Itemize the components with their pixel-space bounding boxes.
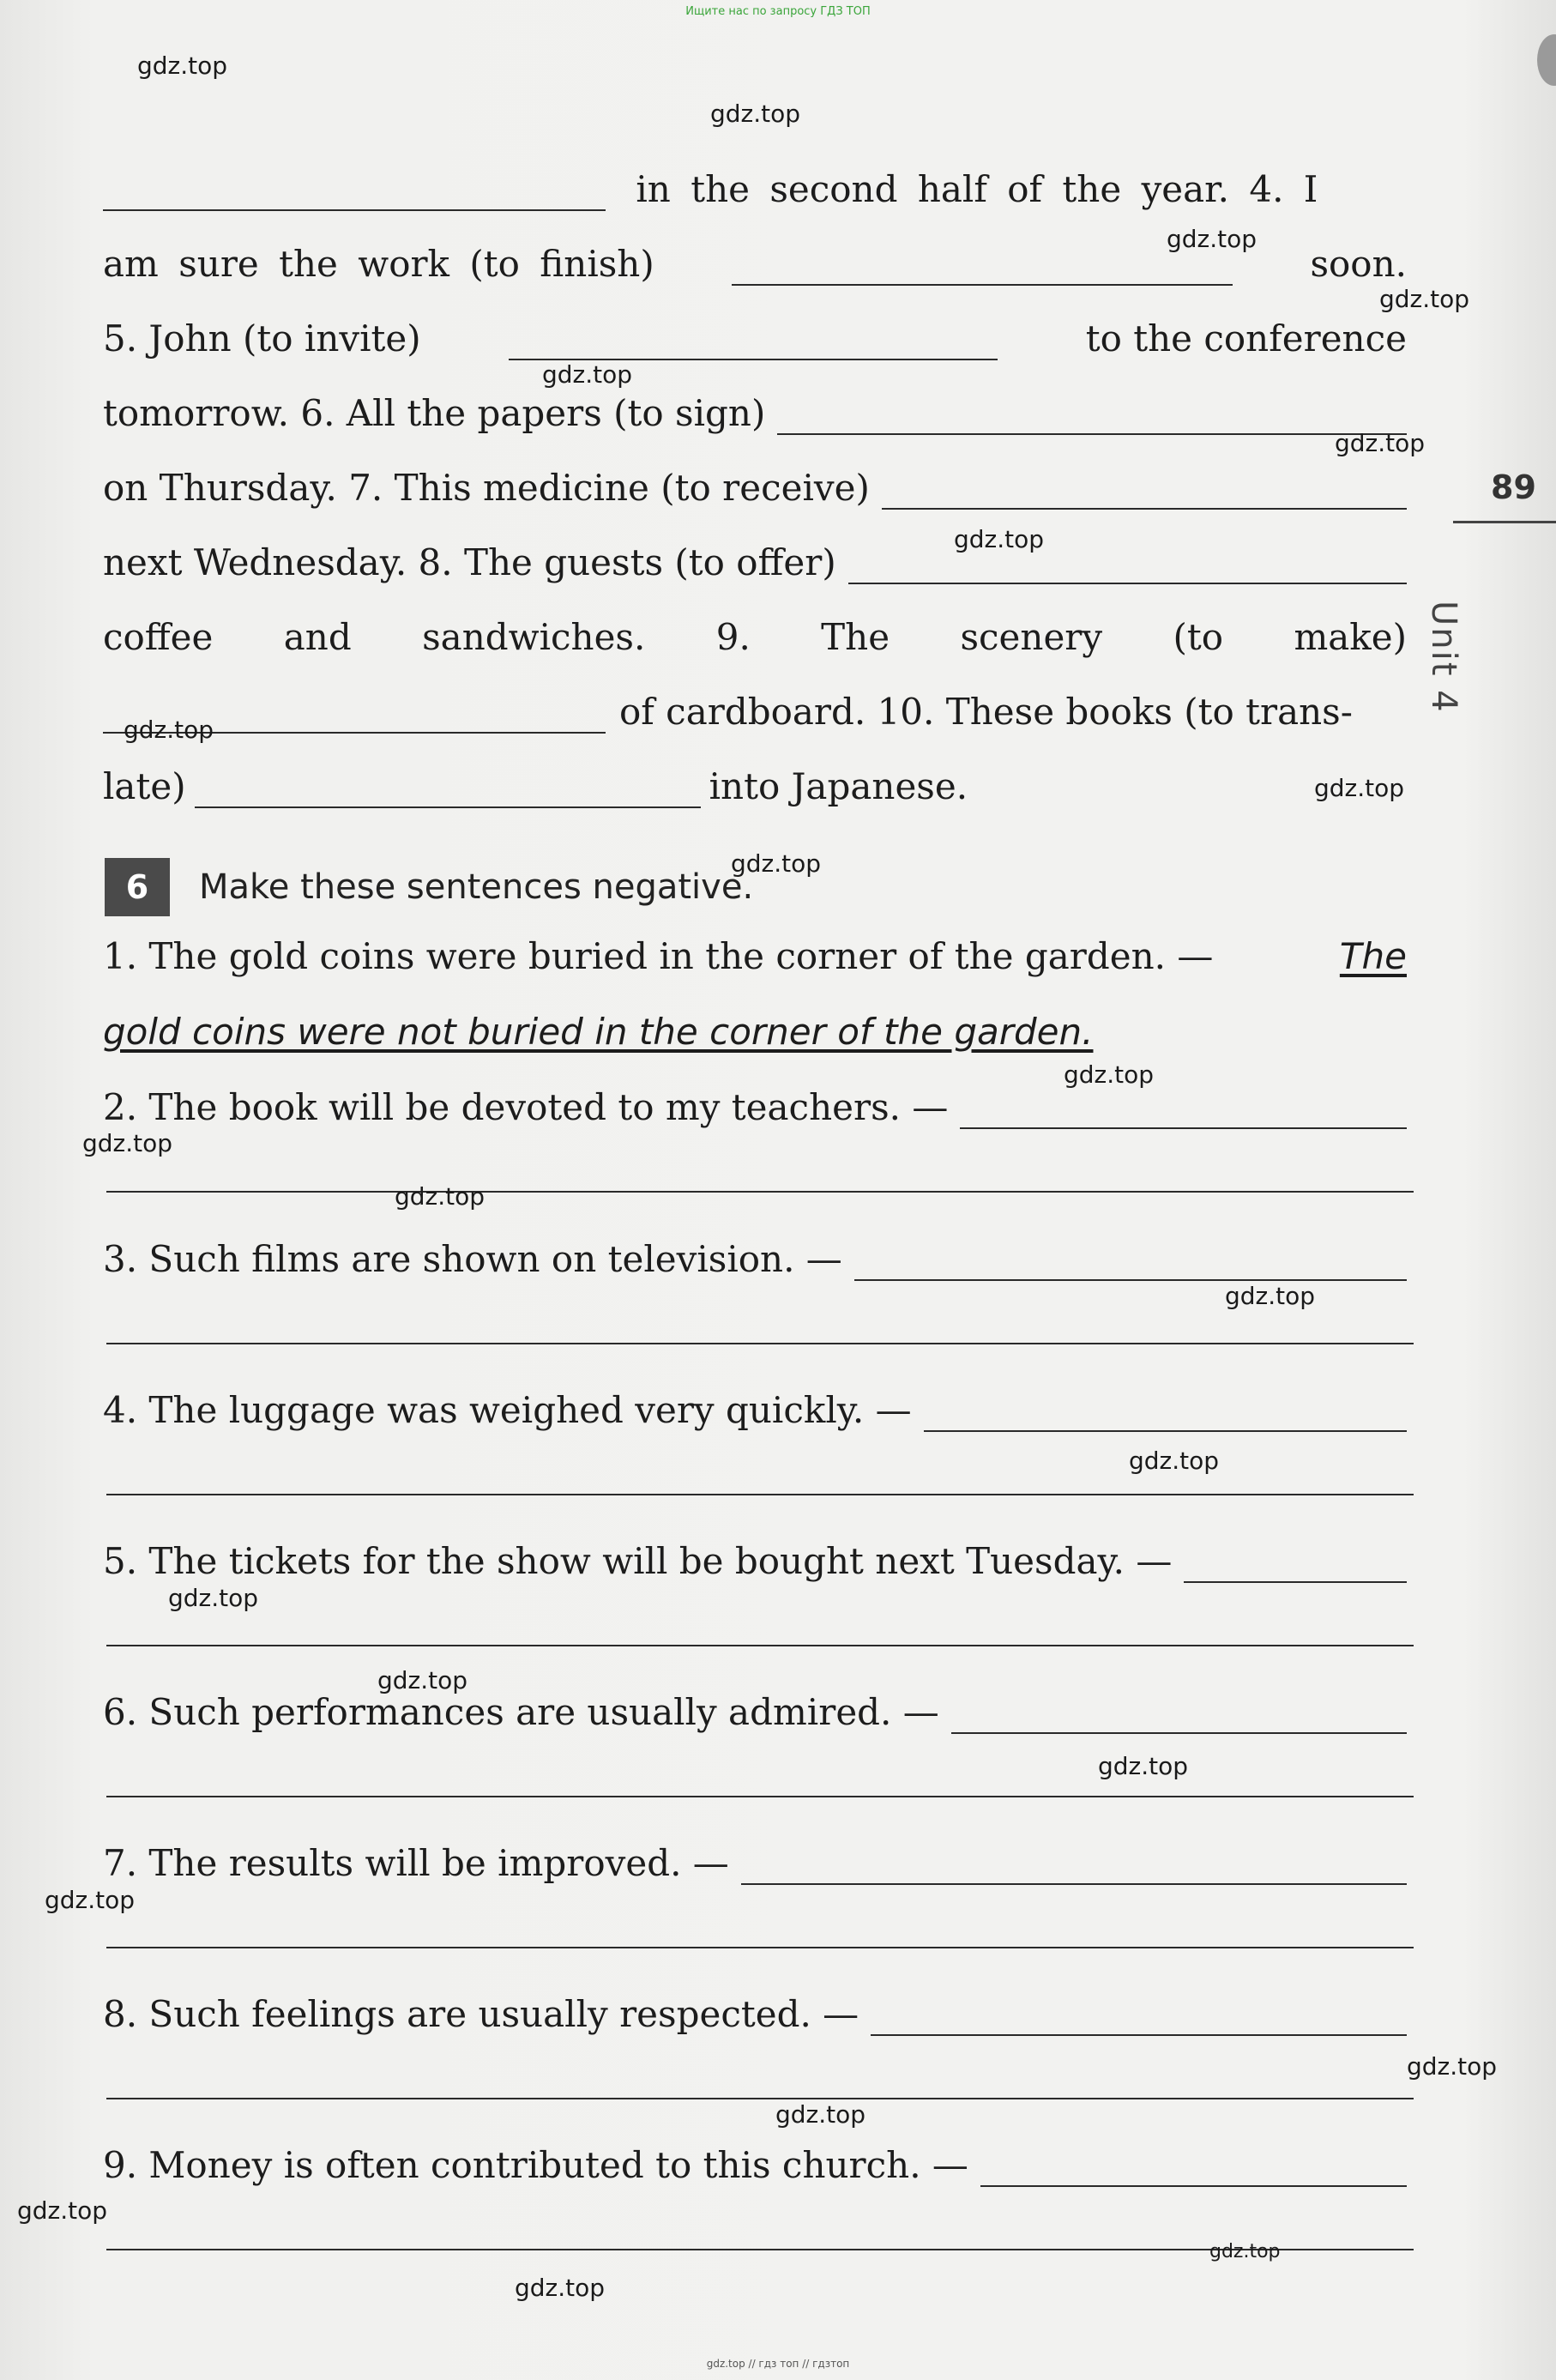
- answer-blank[interactable]: [848, 553, 1407, 584]
- watermark: gdz.top: [377, 1666, 468, 1694]
- exercise-number-badge: 6: [105, 858, 170, 916]
- watermark: gdz.top: [515, 2274, 606, 2302]
- watermark: gdz.top: [1225, 1282, 1316, 1310]
- answer-blank[interactable]: [732, 255, 1233, 286]
- example-line-2: [103, 1011, 1407, 1054]
- answer-line[interactable]: [106, 1645, 1414, 1646]
- item-3: 3. Such films are shown on television. —: [103, 1238, 1407, 1281]
- answer-line[interactable]: [106, 1796, 1414, 1797]
- watermark: gdz.top: [1129, 1447, 1220, 1475]
- prev-line-3: 5. John (to invite) to the conference: [103, 317, 1407, 359]
- watermark: gdz.top: [1314, 774, 1405, 802]
- answer-blank[interactable]: [951, 1703, 1407, 1734]
- item-7: 7. The results will be improved. —: [103, 1842, 1407, 1885]
- page-corner-decoration: [1537, 34, 1556, 86]
- example-answer-start: The: [1339, 935, 1407, 977]
- item-2: 2. The book will be devoted to my teachers. —: [103, 1086, 1407, 1129]
- answer-blank[interactable]: [509, 329, 998, 360]
- watermark: gdz.top: [1379, 285, 1470, 313]
- prev-line-6: next Wednesday. 8. The guests (to offer): [103, 541, 1407, 584]
- answer-blank[interactable]: [871, 2005, 1407, 2036]
- prev-line-5: on Thursday. 7. This medicine (to receive): [103, 467, 1407, 510]
- watermark: gdz.top: [1098, 1752, 1189, 1780]
- answer-blank[interactable]: [854, 1250, 1407, 1281]
- watermark: gdz.top: [45, 1886, 136, 1914]
- watermark: gdz.top: [1209, 2241, 1281, 2262]
- prev-line-8: of cardboard. 10. These books (to trans-: [103, 691, 1407, 734]
- answer-blank[interactable]: [1184, 1552, 1407, 1583]
- item-8: 8. Such feelings are usually respected. —: [103, 1993, 1407, 2036]
- answer-line[interactable]: [106, 1343, 1414, 1344]
- watermark: gdz.top: [1407, 2052, 1498, 2081]
- watermark: gdz.top: [82, 1129, 173, 1157]
- answer-line[interactable]: [106, 1947, 1414, 1948]
- prev-line-2: am sure the work (to finish) soon.: [103, 243, 1407, 285]
- watermark: gdz.top: [168, 1584, 259, 1612]
- watermark: gdz.top: [1167, 225, 1257, 253]
- unit-label: Unit 4: [1424, 601, 1463, 714]
- page-number-rule: [1453, 521, 1556, 523]
- answer-line[interactable]: [106, 1494, 1414, 1495]
- answer-blank[interactable]: [960, 1098, 1407, 1129]
- watermark: gdz.top: [731, 849, 822, 878]
- answer-blank[interactable]: [741, 1854, 1407, 1885]
- watermark: gdz.top: [710, 100, 801, 128]
- watermark: gdz.top: [137, 51, 228, 80]
- answer-blank[interactable]: [777, 404, 1407, 435]
- watermark: gdz.top: [542, 360, 633, 389]
- page-number: 89: [1491, 468, 1536, 506]
- exercise-instruction: Make these sentences negative.: [199, 867, 754, 907]
- watermark: gdz.top: [124, 716, 214, 744]
- item-9: 9. Money is often contributed to this church. —: [103, 2144, 1407, 2187]
- prev-line-7: coffee and sandwiches. 9. The scenery (to make): [103, 616, 1407, 658]
- watermark: gdz.top: [395, 1182, 485, 1211]
- watermark: gdz.top: [1064, 1060, 1155, 1089]
- watermark: gdz.top: [17, 2196, 108, 2225]
- example-line-1: 1. The gold coins were buried in the corner of the garden. — The: [103, 935, 1407, 977]
- watermark: gdz.top: [1335, 429, 1426, 457]
- prev-line-9: late) into Japanese.: [103, 765, 968, 807]
- answer-blank[interactable]: [882, 479, 1407, 510]
- prev-line-4: tomorrow. 6. All the papers (to sign): [103, 392, 1407, 435]
- watermark: gdz.top: [954, 525, 1045, 553]
- item-4: 4. The luggage was weighed very quickly. —: [103, 1389, 1407, 1432]
- answer-blank[interactable]: [103, 180, 606, 211]
- watermark: gdz.top: [775, 2100, 866, 2129]
- answer-blank[interactable]: [924, 1401, 1407, 1432]
- item-6: 6. Such performances are usually admired. —: [103, 1691, 1407, 1734]
- answer-line[interactable]: [106, 1191, 1414, 1193]
- bottom-banner: gdz.top // гдз топ // гдзтоп: [706, 2358, 850, 2370]
- top-banner: Ищите нас по запросу ГДЗ ТОП: [685, 5, 871, 18]
- answer-blank[interactable]: [980, 2156, 1407, 2187]
- prev-line-1: in the second half of the year. 4. I: [103, 168, 1407, 211]
- example-answer: gold coins were not buried in the corner of the garden.: [103, 1011, 1094, 1053]
- answer-blank[interactable]: [195, 777, 701, 808]
- item-5: 5. The tickets for the show will be bought next Tuesday. —: [103, 1540, 1407, 1583]
- answer-line[interactable]: [106, 2098, 1414, 2099]
